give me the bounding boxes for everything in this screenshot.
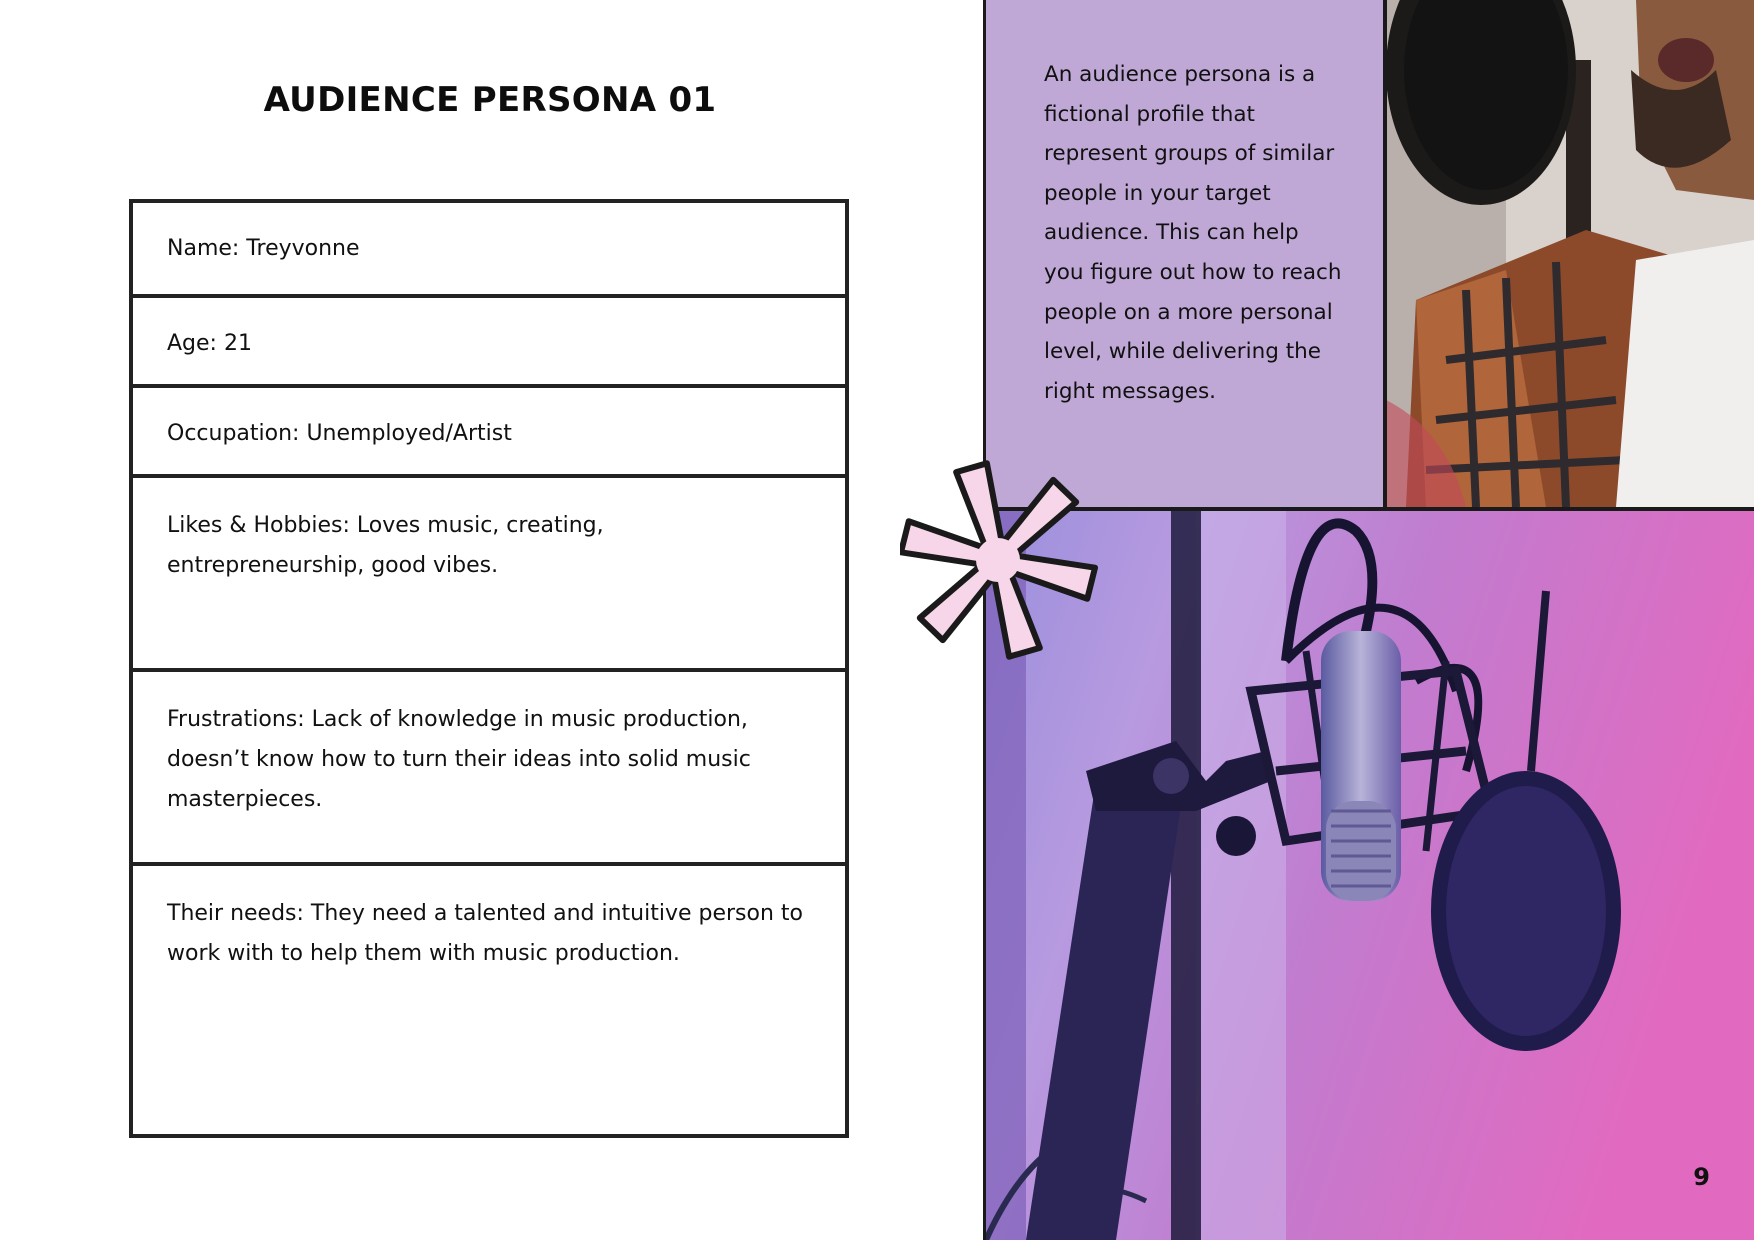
persona-frustrations-row: [133, 672, 845, 866]
asterisk-icon: [900, 460, 1100, 660]
persona-likes-row: [133, 478, 845, 672]
persona-age-row: [133, 298, 845, 388]
persona-table: [129, 199, 849, 1138]
intro-text: An audience persona is a fictional profile that represent groups of similar people in your target audience. This can help you figure out how to reach people on a more personal level, while delivering the right messages.: [1044, 62, 1342, 404]
persona-age: Age: 21: [167, 331, 252, 356]
singer-photo: [1386, 0, 1754, 507]
persona-occupation: Occupation: Unemployed/Artist: [167, 421, 512, 446]
persona-occupation-row: [133, 388, 845, 478]
persona-frustrations: Frustrations: Lack of knowledge in music production, doesn’t know how to turn their ideas into solid music masterpieces.: [167, 707, 751, 812]
page-number: 9: [1693, 1163, 1710, 1191]
persona-likes: Likes & Hobbies: Loves music, creating, entrepreneurship, good vibes.: [167, 513, 604, 578]
persona-name-row: [133, 203, 845, 298]
photo-divider-vertical: [1383, 0, 1387, 510]
persona-name: Name: Treyvonne: [167, 236, 360, 261]
page-title: AUDIENCE PERSONA 01: [263, 80, 717, 120]
persona-needs-row: [133, 866, 845, 1134]
persona-needs: Their needs: They need a talented and intuitive person to work with to help them with music production.: [167, 901, 804, 966]
microphone-photo: [986, 511, 1754, 1240]
singer-photo-graphic: [1386, 0, 1754, 507]
microphone-photo-graphic: [986, 511, 1754, 1240]
